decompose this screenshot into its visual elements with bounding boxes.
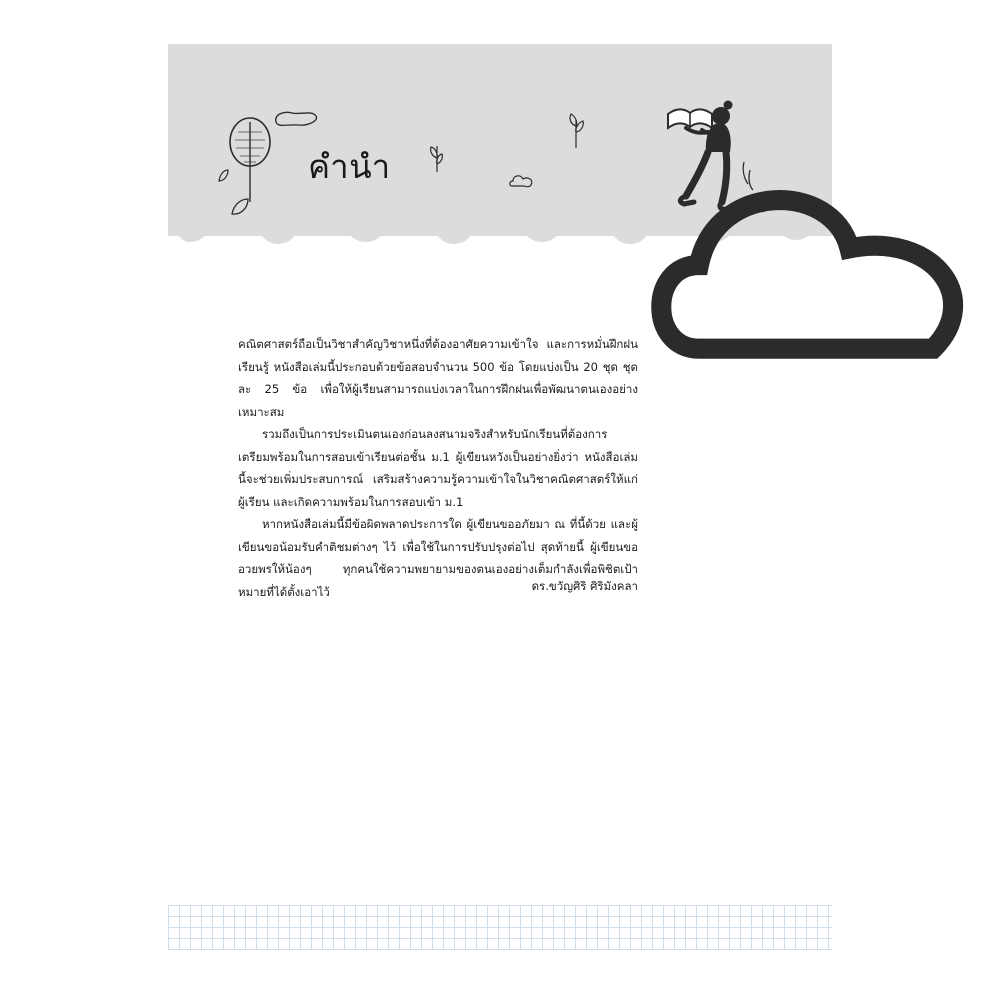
paragraph-2: รวมถึงเป็นการประเมินตนเองก่อนลงสนามจริงสำหรับนักเรียนที่ต้องการเตรียมพร้อมในการสอบเข้าเรียนต่อชั้น ม.1 ผู้เขียนหวังเป็นอย่างยิ่งว่า หนังสือเล่มนี้จะช่วยเพิ่มประสบการณ์ เสริมสร้างความรู้ความเข้าใจในวิชาคณิตศาสตร์ให้แก่ผู้เรียน และเกิดความพร้อมในการสอบเข้า ม.1 xyxy=(238,427,638,509)
sprout-doodle-tall xyxy=(566,112,586,148)
preface-body xyxy=(238,333,638,603)
cloud-doodle-a xyxy=(508,172,536,190)
sprout-doodle xyxy=(428,142,446,172)
graph-paper-footer xyxy=(168,905,832,950)
author-signature: ดร.ขวัญศิริ ศิริมังคลา xyxy=(531,579,638,593)
page-title: คำนำ xyxy=(308,147,391,186)
small-leaf-doodle xyxy=(216,168,230,184)
paragraph-3: หากหนังสือเล่มนี้มีข้อผิดพลาดประการใด ผู้เขียนขออภัยมา ณ ที่นี้ด้วย และผู้เขียนขอน้อมรับคำติชมต่างๆ ไว้ เพื่อใช้ในการปรับปรุงต่อไป สุดท้ายนี้ ผู้เขียนขออวยพรให้น้องๆ ทุกคนใช้ความพยายามของตนเองอย่างเต็มกำลังเพื่อพิชิตเป้าหมายที่ได้ตั้งเอาไว้ xyxy=(238,517,638,599)
leaf-doodle xyxy=(229,196,251,218)
person-reading-doodle xyxy=(660,90,772,230)
squiggle-doodle xyxy=(272,108,320,130)
paragraph-1: คณิตศาสตร์ถือเป็นวิชาสำคัญวิชาหนึ่งที่ต้องอาศัยความเข้าใจ และการหมั่นฝึกฝนเรียนรู้ หนังสือเล่มนี้ประกอบด้วยข้อสอบจำนวน 500 ข้อ โดยแบ่งเป็น 20 ชุด ชุดละ 25 ข้อ เพื่อให้ผู้เรียนสามารถแบ่งเวลาในการฝึกฝนเพื่อพัฒนาตนเองอย่างเหมาะสม xyxy=(238,337,638,419)
